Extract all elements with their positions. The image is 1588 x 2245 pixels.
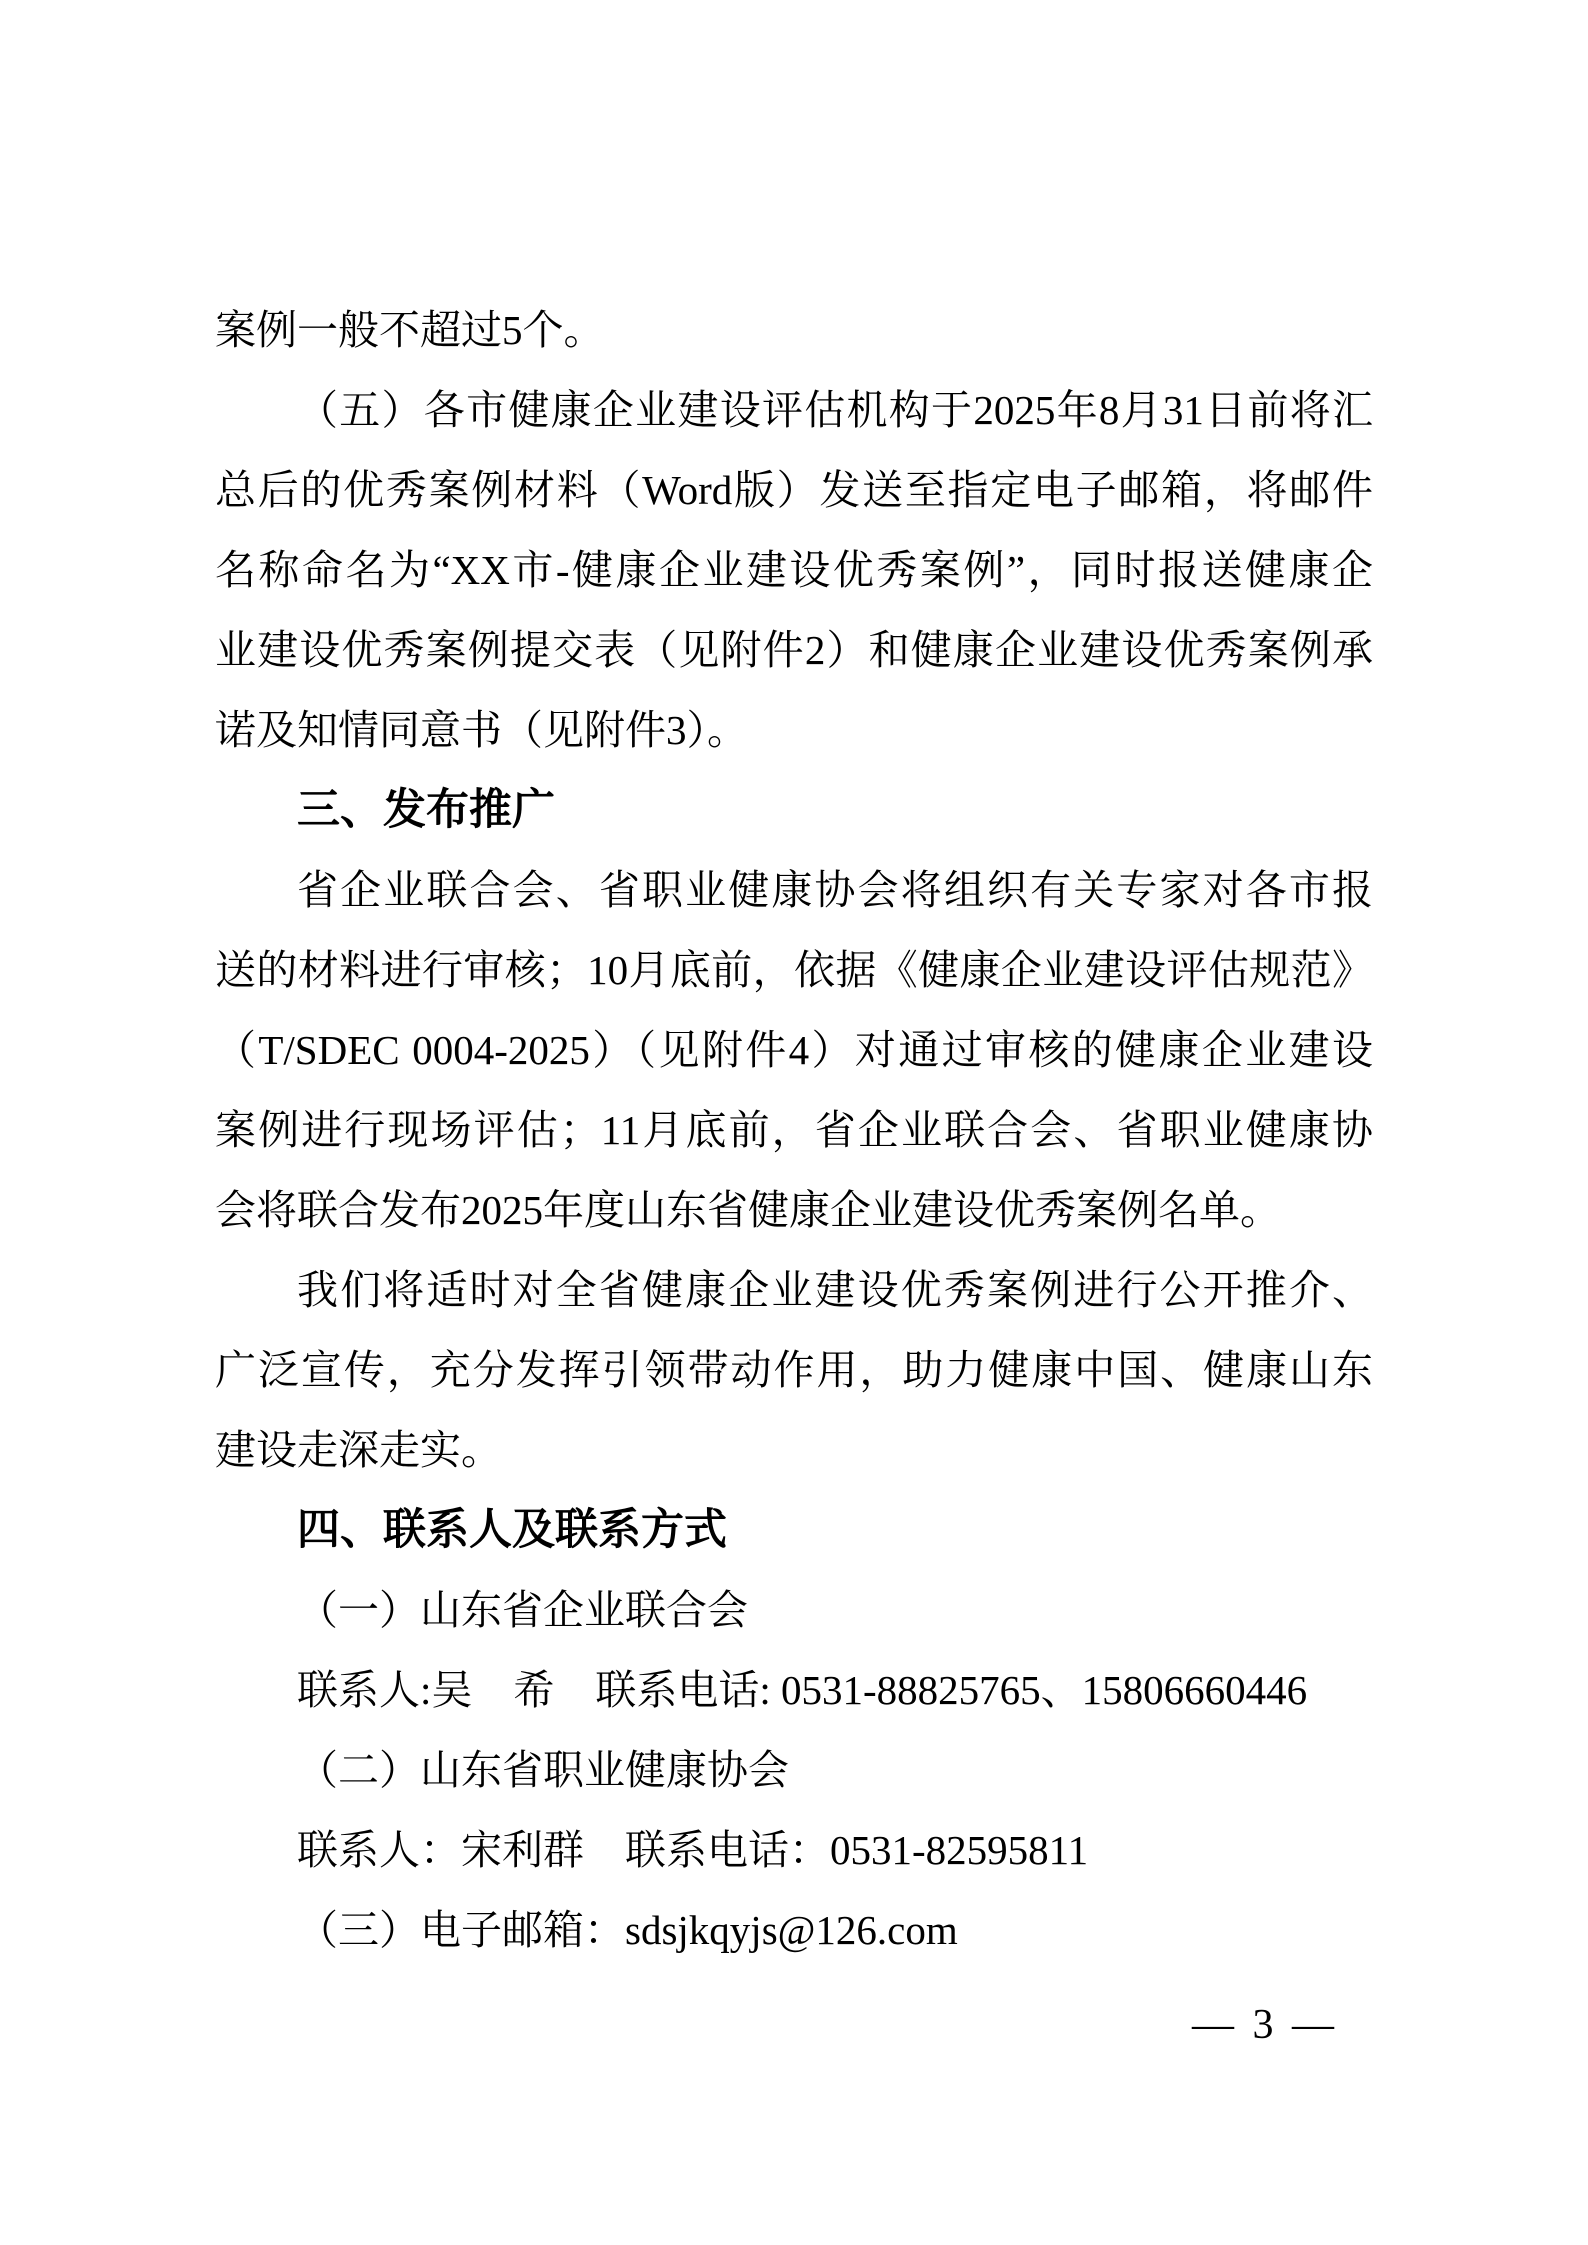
contact-email: （三）电子邮箱：sdsjkqyjs@126.com — [297, 1907, 958, 1953]
body-line-release-3: （T/SDEC 0004-2025）（见附件4）对通过审核的健康企业建设 — [215, 1027, 1373, 1073]
body-line-item5-4: 业建设优秀案例提交表（见附件2）和健康企业建设优秀案例承 — [215, 627, 1373, 673]
contact-person-phone-2: 联系人：宋利群 联系电话：0531-82595811 — [297, 1827, 1089, 1873]
body-line-release-5: 会将联合发布2025年度山东省健康企业建设优秀案例名单。 — [215, 1187, 1281, 1233]
body-line-item5-2: 总后的优秀案例材料（Word版）发送至指定电子邮箱，将邮件 — [215, 467, 1373, 513]
body-line-item5-3: 名称命名为“XX市-健康企业建设优秀案例”，同时报送健康企 — [215, 547, 1373, 593]
body-line-promo-3: 建设走深走实。 — [215, 1427, 502, 1473]
section-heading-release: 三、发布推广 — [297, 786, 555, 834]
body-line-continued: 案例一般不超过5个。 — [215, 307, 605, 353]
body-line-item5-1: （五）各市健康企业建设评估机构于2025年8月31日前将汇 — [297, 387, 1373, 433]
body-line-promo-1: 我们将适时对全省健康企业建设优秀案例进行公开推介、 — [297, 1267, 1373, 1313]
body-line-release-4: 案例进行现场评估；11月底前，省企业联合会、省职业健康协 — [215, 1107, 1373, 1153]
body-line-promo-2: 广泛宣传，充分发挥引领带动作用，助力健康中国、健康山东 — [215, 1347, 1373, 1393]
body-line-item5-5: 诺及知情同意书（见附件3）。 — [215, 707, 748, 753]
body-line-release-1: 省企业联合会、省职业健康协会将组织有关专家对各市报 — [297, 867, 1373, 913]
document-body — [215, 290, 1373, 1970]
page-number: — 3 — — [1192, 2002, 1338, 2048]
contact-person-phone-1: 联系人:吴 希 联系电话: 0531-88825765、15806660446 — [297, 1667, 1308, 1713]
contact-org-2: （二）山东省职业健康协会 — [297, 1747, 789, 1793]
contact-org-1: （一）山东省企业联合会 — [297, 1587, 748, 1633]
body-line-release-2: 送的材料进行审核；10月底前，依据《健康企业建设评估规范》 — [215, 947, 1373, 993]
section-heading-contacts: 四、联系人及联系方式 — [297, 1506, 727, 1554]
